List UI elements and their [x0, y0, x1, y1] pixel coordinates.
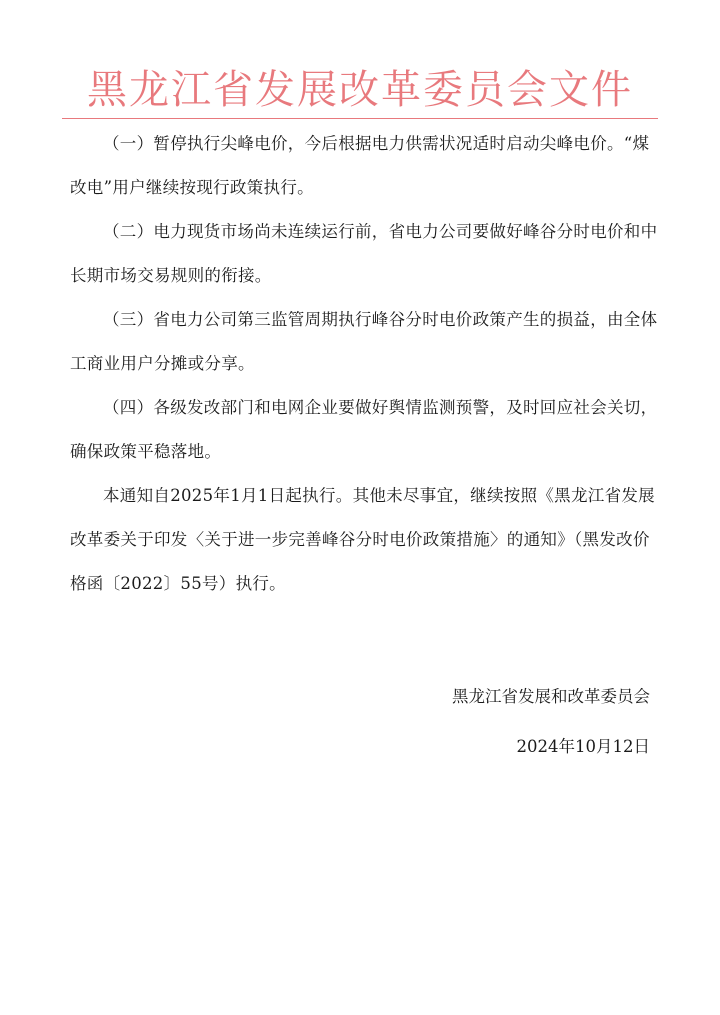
paragraph-3: （三）省电力公司第三监管周期执行峰谷分时电价政策产生的损益，由全体工商业用户分摊或分享。 [70, 310, 658, 373]
signing-organization: 黑龙江省发展和改革委员会 [452, 687, 650, 706]
document-body [70, 122, 660, 606]
document-header-title: 黑龙江省发展改革委员会文件 [87, 67, 633, 113]
paragraph-2: （二）电力现货市场尚未连续运行前，省电力公司要做好峰谷分时电价和中长期市场交易规则的衔接。 [70, 222, 658, 285]
paragraph-1: （一）暂停执行尖峰电价，今后根据电力供需状况适时启动尖峰电价。“煤改电”用户继续按现行政策执行。 [70, 134, 650, 197]
paragraph-effective-date: 本通知自2025年1月1日起执行。其他未尽事宜，继续按照《黑龙江省发展改革委关于印发〈关于进一步完善峰谷分时电价政策措施〉的通知》（黑发改价格函〔2022〕55号）执行。 [70, 486, 655, 593]
signing-date: 2024年10月12日 [516, 737, 650, 756]
paragraph-4: （四）各级发改部门和电网企业要做好舆情监测预警，及时回应社会关切，确保政策平稳落地。 [70, 398, 658, 461]
header-divider [62, 118, 658, 119]
signature-block [452, 672, 650, 772]
